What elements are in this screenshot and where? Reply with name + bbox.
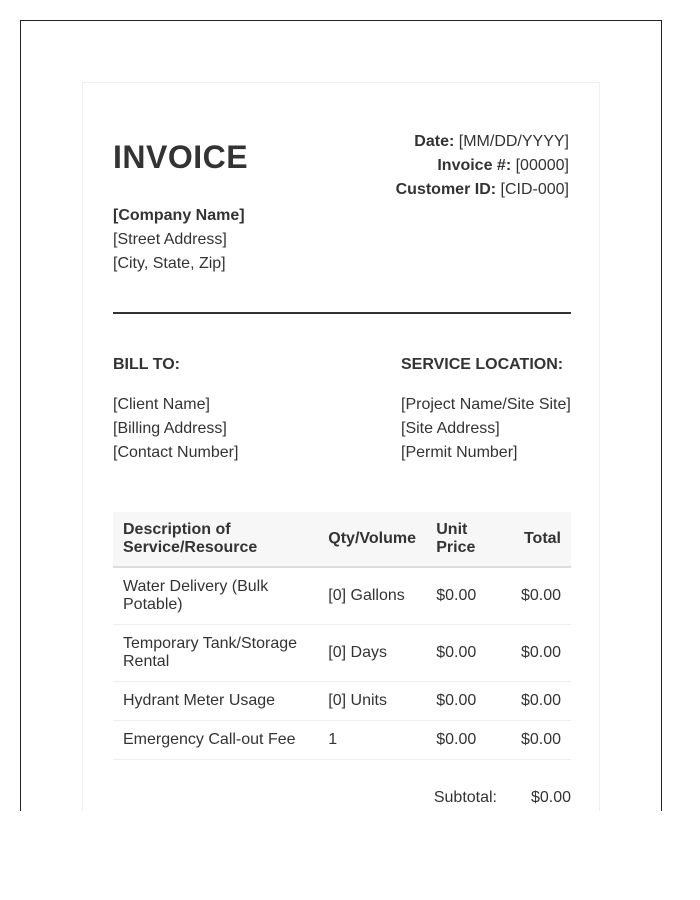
header-description: Description of Service/Resource (113, 512, 318, 567)
service-location-heading: SERVICE LOCATION: (401, 356, 564, 373)
header-qty: Qty/Volume (318, 512, 426, 567)
table-row (113, 721, 571, 760)
date-value: [MM/DD/YYYY] (458, 133, 569, 150)
page-frame (20, 20, 662, 811)
invoice-sheet (82, 82, 600, 811)
header-divider (113, 312, 571, 314)
company-city: [City, State, Zip] (113, 255, 226, 272)
service-location-block (401, 353, 571, 465)
service-location-project: [Project Name/Site Site] (401, 396, 571, 413)
invoice-number-value: [00000] (515, 157, 569, 174)
row-qty: [0] Days (318, 625, 426, 682)
invoice-title: INVOICE (113, 139, 249, 175)
customer-id-label: Customer ID: (395, 181, 497, 198)
row-qty: [0] Gallons (318, 567, 426, 625)
row-total: $0.00 (502, 682, 571, 721)
table-header (113, 512, 571, 567)
company-street: [Street Address] (113, 231, 227, 248)
bill-to-address: [Billing Address] (113, 420, 227, 437)
table-row (113, 567, 571, 625)
header-unit-price: Unit Price (426, 512, 502, 567)
bill-to-client: [Client Name] (113, 396, 210, 413)
invoice-meta (396, 130, 569, 202)
bill-to-block (113, 353, 238, 465)
row-qty: [0] Units (318, 682, 426, 721)
table-header-row (113, 512, 571, 567)
subtotal-value: $0.00 (530, 789, 571, 806)
row-total: $0.00 (502, 567, 571, 625)
row-unit-price: $0.00 (426, 625, 502, 682)
date-label: Date: (414, 133, 455, 150)
bill-to-contact: [Contact Number] (113, 444, 239, 461)
customer-id-line (396, 178, 569, 202)
bill-to-heading: BILL TO: (113, 356, 180, 373)
service-location-address: [Site Address] (401, 420, 500, 437)
row-description: Temporary Tank/Storage Rental (113, 625, 318, 682)
invoice-number-label: Invoice #: (437, 157, 512, 174)
table-row (113, 682, 571, 721)
service-location-permit: [Permit Number] (401, 444, 518, 461)
subtotal-label: Subtotal: (433, 789, 497, 806)
row-description: Emergency Call-out Fee (113, 721, 318, 760)
company-block (113, 204, 245, 276)
invoice-number-line (396, 154, 569, 178)
row-description: Hydrant Meter Usage (113, 682, 318, 721)
row-total: $0.00 (502, 721, 571, 760)
row-qty: 1 (318, 721, 426, 760)
table-row (113, 625, 571, 682)
row-unit-price: $0.00 (426, 567, 502, 625)
row-unit-price: $0.00 (426, 721, 502, 760)
row-unit-price: $0.00 (426, 682, 502, 721)
line-items-table (113, 512, 571, 760)
row-total: $0.00 (502, 625, 571, 682)
company-name: [Company Name] (113, 207, 245, 224)
date-line (396, 130, 569, 154)
customer-id-value: [CID-000] (500, 181, 569, 198)
row-description: Water Delivery (Bulk Potable) (113, 567, 318, 625)
header-total: Total (502, 512, 571, 567)
table-body (113, 567, 571, 760)
